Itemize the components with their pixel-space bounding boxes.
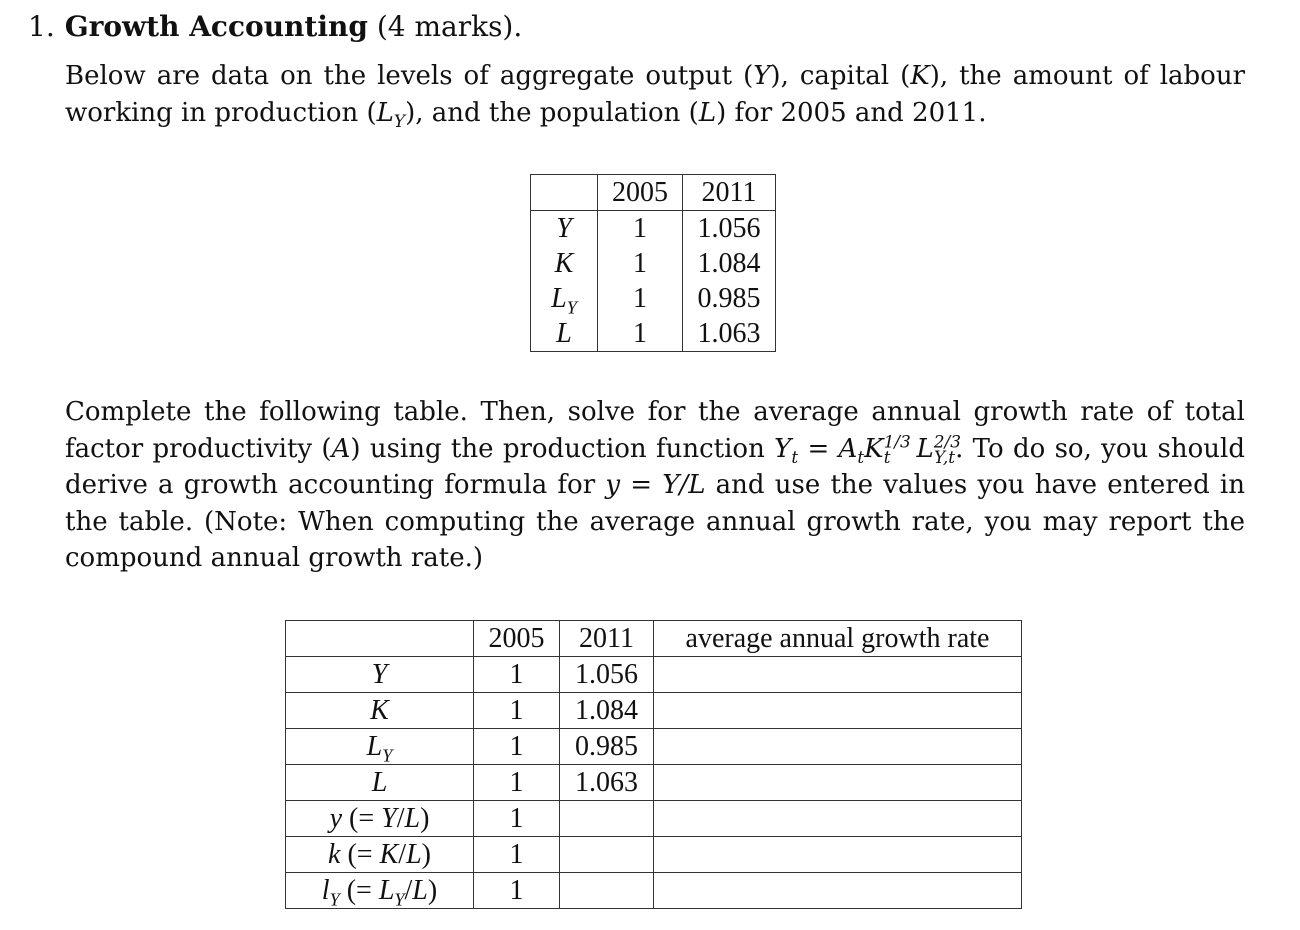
growth-rate-cell[interactable] [654,693,1022,729]
header-cell-2011: 2011 [683,175,776,211]
table-row [286,873,1022,909]
growth-rate-cell[interactable] [654,801,1022,837]
table-row [286,729,1022,765]
table-header-row [531,175,776,211]
table-row [286,657,1022,693]
cell-2005: 1 [474,801,560,837]
cell-2011: 1.063 [683,316,776,352]
header-cell-empty [286,621,474,657]
table-row [286,837,1022,873]
cell-2005: 1 [474,873,560,909]
row-label: L [556,318,572,349]
table-row [531,211,776,247]
growth-rate-cell[interactable] [654,729,1022,765]
question-number: 1. [28,10,55,43]
table-row [531,281,776,316]
cell-2011: 1.084 [560,693,654,729]
cell-2011: 1.084 [683,246,776,281]
table-header-row [286,621,1022,657]
row-label: K [554,248,574,279]
cell-2011: 0.985 [683,281,776,316]
row-label: L [286,765,474,801]
cell-2011: 1.056 [560,657,654,693]
row-label: Y [286,657,474,693]
cell-2005: 1 [474,729,560,765]
header-cell-2005: 2005 [598,175,683,211]
row-label-k-per-capita: k (= K/L) [286,837,474,873]
table-row [286,801,1022,837]
cell-2005: 1 [598,246,683,281]
header-cell-empty [531,175,598,211]
growth-rate-cell[interactable] [654,657,1022,693]
row-label: K [286,693,474,729]
cell-2011-empty[interactable] [560,873,654,909]
row-label: Y [556,213,572,244]
question-marks: (4 marks). [376,10,523,43]
intro-paragraph: Below are data on the levels of aggregate output (Y), capital (K), the amount of labour working in production $(L_Y)$, and the population (L) for 2005 and 2011. [65,61,1246,131]
row-label: $L_Y$ [286,729,474,765]
cell-2005: 1 [474,765,560,801]
production-function: $Y_t$ [774,433,799,467]
cell-2005: 1 [474,693,560,729]
cell-2011-empty[interactable] [560,801,654,837]
growth-rate-cell[interactable] [654,765,1022,801]
cell-2005: 1 [598,316,683,352]
cell-2011: 1.063 [560,765,654,801]
cell-2005: 1 [598,281,683,316]
table-row [286,765,1022,801]
table-row [286,693,1022,729]
header-cell-2005: 2005 [474,621,560,657]
row-label-ly-per-capita: $l_Y$ (= $L_Y/L$) [321,875,438,910]
growth-rate-cell[interactable] [654,873,1022,909]
growth-rate-cell[interactable] [654,837,1022,873]
cell-2011-empty[interactable] [560,837,654,873]
table-row [531,316,776,352]
question-title: Growth Accounting [64,10,368,43]
question-heading [28,8,522,46]
header-cell-2011: 2011 [560,621,654,657]
header-cell-growth-rate: average annual growth rate [654,621,1022,657]
row-label: $L_Y$ [551,283,577,318]
row-label-y-per-capita: y (= Y/L) [286,801,474,837]
cell-2011: 0.985 [560,729,654,765]
cell-2005: 1 [474,837,560,873]
data-table [530,174,776,352]
instructions-paragraph: Complete the following table. Then, solve for the average annual growth rate of total factor productivity (A) using the production function $Y_t = A_tK^{1/3}_t$ $L^{2/3}_{Y,t}$. To do so, you should derive a growth accounting formula for y = Y/L and use the values you have entered in the table. (Note: When computing the average annual growth rate, you may report the compound annual growth rate.) [65,397,1246,573]
cell-2011: 1.056 [683,211,776,247]
growth-table [285,620,1022,909]
table-row [531,246,776,281]
cell-2005: 1 [474,657,560,693]
cell-2005: 1 [598,211,683,247]
